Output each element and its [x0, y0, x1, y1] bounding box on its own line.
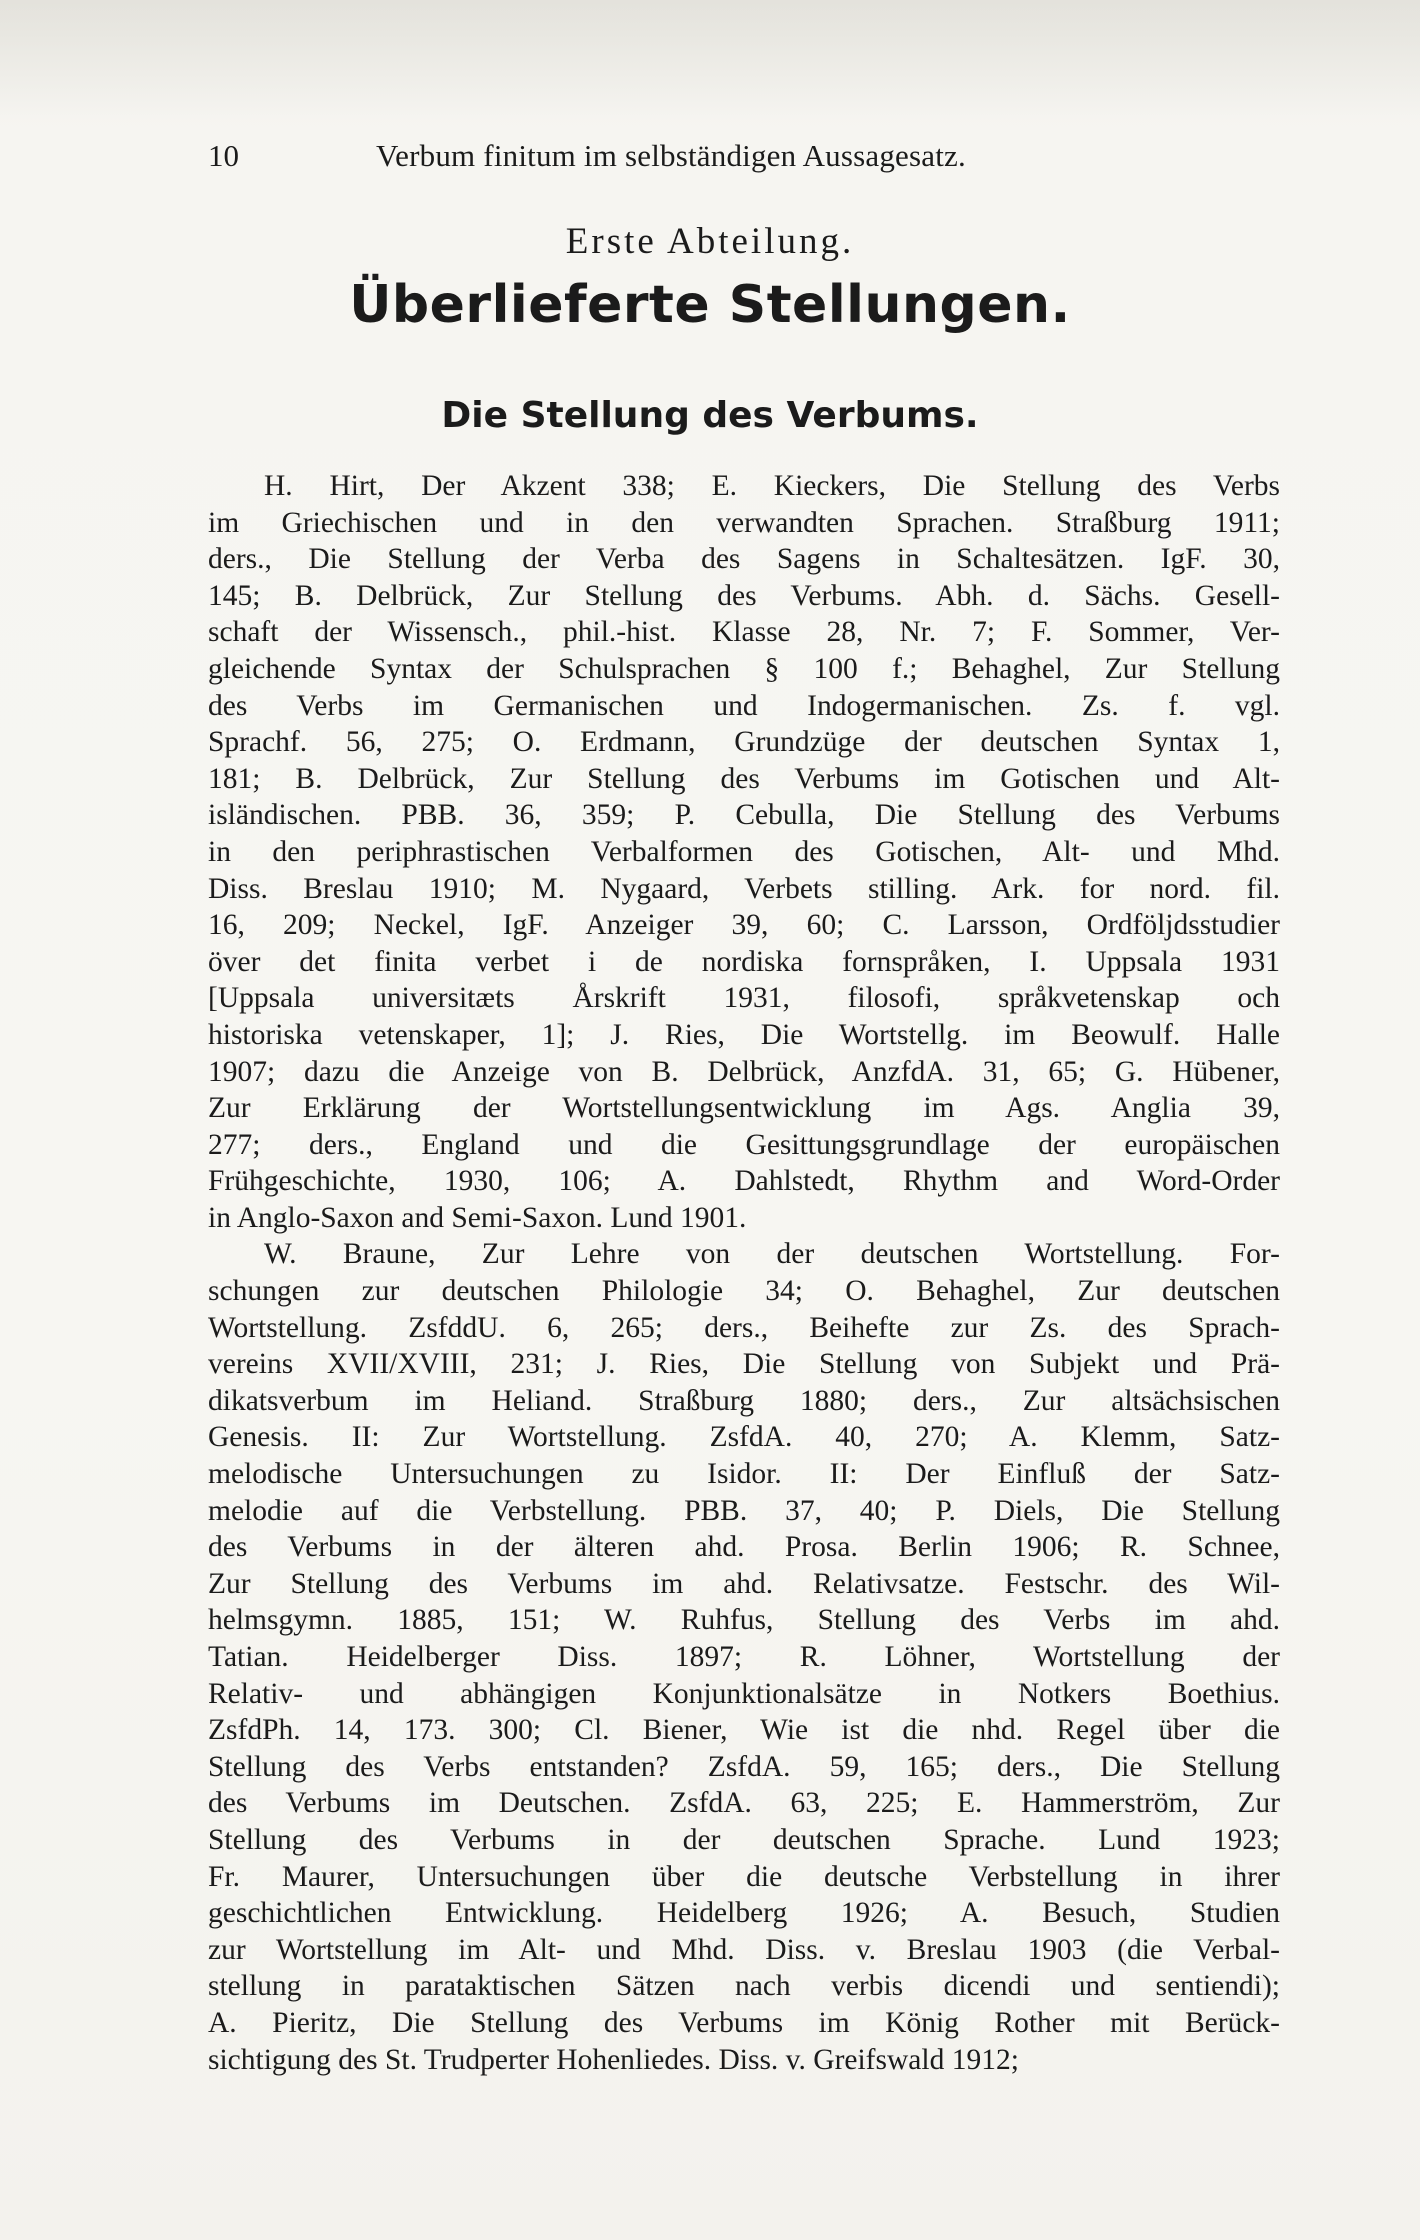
- text-line: geschichtlichen Entwicklung. Heidelberg 1926; A. Besuch, Studien: [208, 1897, 1280, 1930]
- text-line: Tatian. Heidelberger Diss. 1897; R. Löhner, Wortstellung der: [208, 1641, 1280, 1673]
- text-line: 277; ders., England und die Gesittungsgrundlage der europäischen: [208, 1128, 1280, 1161]
- text-line: helmsgymn. 1885, 151; W. Ruhfus, Stellung des Verbs im ahd.: [208, 1604, 1280, 1637]
- text-line: Fr. Maurer, Untersuchungen über die deutsche Verbstellung in ihrer: [208, 1860, 1280, 1893]
- section-title: Die Stellung des Verbums.: [441, 395, 979, 436]
- text-line: ders., Die Stellung der Verba des Sagens in Schaltesätzen. IgF. 30,: [208, 543, 1280, 576]
- running-title: Verbum finitum im selbständigen Aussagesatz.: [376, 138, 966, 173]
- text-line: Stellung des Verbums in der deutschen Sprache. Lund 1923;: [208, 1823, 1280, 1856]
- text-line: schaft der Wissensch., phil.-hist. Klasse 28, Nr. 7; F. Sommer, Ver-: [208, 616, 1280, 649]
- text-line: H. Hirt, Der Akzent 338; E. Kieckers, Die Stellung des Verbs: [264, 470, 1280, 502]
- text-line: sichtigung des St. Trudperter Hohenliedes. Diss. v. Greifswald 1912;: [208, 2043, 1019, 2076]
- text-line: zur Wortstellung im Alt- und Mhd. Diss. v. Breslau 1903 (die Verbal-: [208, 1933, 1280, 1966]
- text-line: 1907; dazu die Anzeige von B. Delbrück, AnzfdA. 31, 65; G. Hübener,: [208, 1055, 1280, 1088]
- text-line: Zur Stellung des Verbums im ahd. Relativsatze. Festschr. des Wil-: [208, 1567, 1280, 1600]
- text-line: des Verbs im Germanischen und Indogermanischen. Zs. f. vgl.: [208, 689, 1280, 722]
- text-line: des Verbums in der älteren ahd. Prosa. Berlin 1906; R. Schnee,: [208, 1531, 1280, 1564]
- text-line: stellung in parataktischen Sätzen nach verbis dicendi und sentiendi);: [208, 1970, 1280, 2003]
- text-line: Diss. Breslau 1910; M. Nygaard, Verbets stilling. Ark. for nord. fil.: [208, 872, 1280, 905]
- text-line: Stellung des Verbs entstanden? ZsfdA. 59, 165; ders., Die Stellung: [208, 1750, 1280, 1783]
- text-line: Frühgeschichte, 1930, 106; A. Dahlstedt, Rhythm and Word-Order: [208, 1165, 1280, 1198]
- text-line: gleichende Syntax der Schulsprachen § 100 f.; Behaghel, Zur Stellung: [208, 652, 1280, 685]
- text-line: in Anglo-Saxon and Semi-Saxon. Lund 1901.: [208, 1201, 747, 1234]
- text-line: över det finita verbet i de nordiska fornspråken, I. Uppsala 1931: [208, 945, 1280, 978]
- text-line: Wortstellung. ZsfddU. 6, 265; ders., Beihefte zur Zs. des Sprach-: [208, 1311, 1280, 1344]
- text-line: isländischen. PBB. 36, 359; P. Cebulla, Die Stellung des Verbums: [208, 799, 1280, 832]
- text-line: Genesis. II: Zur Wortstellung. ZsfdA. 40, 270; A. Klemm, Satz-: [208, 1421, 1280, 1454]
- text-line: ZsfdPh. 14, 173. 300; Cl. Biener, Wie ist die nhd. Regel über die: [208, 1714, 1280, 1747]
- text-line: vereins XVII/XVIII, 231; J. Ries, Die Stellung von Subjekt und Prä-: [208, 1348, 1280, 1381]
- paragraph-2: [208, 1236, 1280, 2078]
- text-line: Zur Erklärung der Wortstellungsentwicklung im Ags. Anglia 39,: [208, 1092, 1280, 1125]
- text-line: historiska vetenskaper, 1]; J. Ries, Die Wortstellg. im Beowulf. Halle: [208, 1018, 1280, 1051]
- text-line: W. Braune, Zur Lehre von der deutschen Wortstellung. For-: [264, 1238, 1280, 1271]
- page-number: 10: [208, 138, 239, 173]
- text-line: melodische Untersuchungen zu Isidor. II: Der Einfluß der Satz-: [208, 1458, 1280, 1491]
- text-line: in den periphrastischen Verbalformen des Gotischen, Alt- und Mhd.: [208, 835, 1280, 868]
- division-heading: Erste Abteilung.: [565, 221, 855, 262]
- text-line: dikatsverbum im Heliand. Straßburg 1880; ders., Zur altsächsischen: [208, 1384, 1280, 1417]
- text-line: Relativ- und abhängigen Konjunktionalsätze in Notkers Boethius.: [208, 1677, 1280, 1710]
- text-line: des Verbums im Deutschen. ZsfdA. 63, 225; E. Hammerström, Zur: [208, 1787, 1280, 1820]
- text-line: [Uppsala universitæts Årskrift 1931, filosofi, språkvetenskap och: [208, 982, 1280, 1015]
- text-line: schungen zur deutschen Philologie 34; O. Behaghel, Zur deutschen: [208, 1275, 1280, 1308]
- chapter-title: Überlieferte Stellungen.: [349, 275, 1071, 335]
- text-line: 145; B. Delbrück, Zur Stellung des Verbums. Abh. d. Sächs. Gesell-: [208, 579, 1280, 612]
- paragraph-1: [208, 468, 1280, 1236]
- page-shading: [0, 0, 1420, 120]
- bibliography-text: [208, 468, 1280, 2078]
- text-line: 16, 209; Neckel, IgF. Anzeiger 39, 60; C. Larsson, Ordföljdsstudier: [208, 909, 1280, 942]
- text-line: im Griechischen und in den verwandten Sprachen. Straßburg 1911;: [208, 506, 1280, 539]
- text-line: A. Pieritz, Die Stellung des Verbums im König Rother mit Berück-: [208, 2006, 1280, 2039]
- running-header: [208, 136, 1276, 176]
- text-line: 181; B. Delbrück, Zur Stellung des Verbums im Gotischen und Alt-: [208, 762, 1280, 795]
- text-line: Sprachf. 56, 275; O. Erdmann, Grundzüge der deutschen Syntax 1,: [208, 726, 1280, 759]
- text-line: melodie auf die Verbstellung. PBB. 37, 40; P. Diels, Die Stellung: [208, 1494, 1280, 1527]
